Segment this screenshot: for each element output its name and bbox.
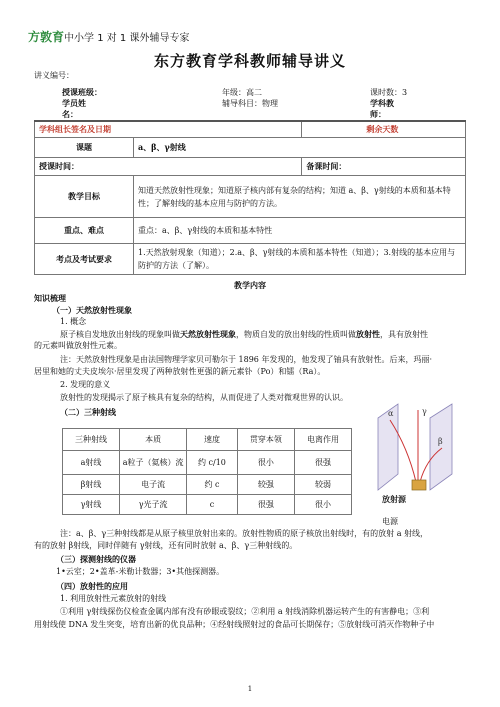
paragraph-2: 注：天然放射性现象是由法国物理学家贝可勒尔于 1896 年发现的，他发现了铀具有放射性。后来，玛丽· [60, 355, 432, 364]
subsection-4: （四）放射性的应用 [56, 581, 128, 591]
section-label: 知识梳理 [34, 293, 66, 303]
rays-cell: 很小 [294, 495, 351, 515]
rays-cell: 约 c [187, 475, 238, 495]
subsection-1-1: 1. 概念 [60, 317, 87, 326]
rays-header: 速度 [187, 429, 238, 451]
paragraph-6: ①利用 γ射线探伤仪检查金属内部有没有砂眼或裂纹；②利用 a 射线消除机器运转产生的有害静电；③利 [60, 607, 430, 616]
rays-header: 电离作用 [294, 429, 351, 451]
class-label: 授课班级： [62, 87, 102, 97]
subsection-2: （二）三种射线 [60, 407, 116, 417]
rays-cell: a粒子（氦核）流 [120, 451, 187, 475]
plan-label: 备课时间： [302, 158, 466, 176]
sign-label: 学科组长签名及日期 [35, 121, 302, 138]
rays-cell: c [187, 495, 238, 515]
student-label-2: 名： [62, 109, 78, 119]
subsection-3: （三）探测射线的仪器 [56, 554, 136, 564]
teacher-label-2: 师： [370, 109, 386, 119]
rays-header: 三种射线 [63, 429, 120, 451]
student-label: 学员姓 [62, 98, 86, 108]
rays-cell: 较弱 [294, 475, 351, 495]
goal-label: 教学目标 [35, 176, 134, 218]
paragraph-4: 注：a、β、γ三种射线都是从原子核里放射出来的。放射性物质的原子核放出射线时，有的放射 a 射线， [60, 529, 429, 538]
paragraph-2-cont: 居里和她的丈夫皮埃尔·居里发现了两种放射性更强的新元素钋（Po）和镭（Ra）。 [34, 367, 326, 376]
rays-cell: 很小 [237, 451, 294, 475]
time-label: 授课时间： [35, 158, 302, 176]
right-plate [430, 404, 452, 490]
subsection-1-2: 2. 发现的意义 [60, 380, 111, 389]
rays-cell: β射线 [63, 475, 120, 495]
lesson-info-table [34, 120, 466, 275]
teacher-label: 学科教 [370, 98, 394, 108]
radiation-figure [368, 398, 464, 510]
brand-logo: 方敦育 [28, 30, 65, 44]
paragraph-1: 原子核自发地放出射线的现象叫做天然放射性现象，物质自发的放出射线的性质叫做放射性，具有放射性 [60, 329, 428, 339]
exam-value: 1.天然放射现象（知道）；2.a、β、γ射线的本质和基本特性（知道）；3.射线的基本应用与防护的方法（了解）。 [134, 244, 466, 275]
key-value: 重点：a、β、γ射线的本质和基本特性 [134, 218, 466, 244]
rays-cell: γ光子流 [120, 495, 187, 515]
rays-table [62, 428, 352, 515]
brand-line [28, 28, 189, 45]
rays-cell: 约 c/10 [187, 451, 238, 475]
topic-value: a、β、γ射线 [134, 138, 466, 158]
paragraph-5: 1•云室；2•盖革-米勒计数器；3•其他探测器。 [56, 567, 225, 576]
beta-label: β [438, 437, 443, 446]
gamma-label: γ [422, 407, 427, 416]
content-heading: 教学内容 [234, 280, 266, 290]
rays-cell: 很强 [237, 495, 294, 515]
rays-cell: γ射线 [63, 495, 120, 515]
grade-value: 年级：高二 [222, 88, 262, 97]
subsection-1: （一）天然放射性现象 [52, 305, 132, 315]
subsection-4-1: 1. 利用放射性元素放射的射线 [60, 594, 167, 603]
brand-slogan: 中小学 1 对 1 课外辅导专家 [64, 33, 190, 44]
lecture-number-label: 讲义编号： [34, 71, 74, 80]
figure-caption: 电源 [382, 517, 398, 526]
alpha-label: α [388, 409, 394, 418]
remaining-label: 剩余天数 [302, 121, 466, 138]
source-label: 放射源 [382, 495, 406, 504]
subject-value: 辅导科目：物理 [222, 99, 278, 108]
topic-label: 课题 [35, 138, 134, 158]
rays-cell: 较强 [237, 475, 294, 495]
rays-header: 本质 [120, 429, 187, 451]
paragraph-3: 放射性的发现揭示了原子核具有复杂的结构，从而促进了人类对微观世界的认识。 [60, 393, 348, 402]
exam-label: 考点及考试要求 [35, 244, 134, 275]
source-box [412, 480, 426, 490]
key-label: 重点、难点 [35, 218, 134, 244]
goal-value: 知道天然放射性现象；知道原子核内部有复杂的结构；知道 a、β、γ射线的本质和基本特性；了解射线的基本应用与防护的方法。 [134, 176, 466, 218]
hours-value: 课时数：3 [370, 88, 408, 97]
paragraph-4-cont: 有的放射 β射线，同时伴随有 γ射线，还有同时放射 a、β、γ三种射线的。 [34, 541, 298, 550]
page-title: 东方教育学科教师辅导讲义 [153, 52, 346, 70]
page-number: 1 [247, 685, 253, 693]
rays-header: 贯穿本领 [237, 429, 294, 451]
rays-cell: 很强 [294, 451, 351, 475]
paragraph-1-cont: 的元素叫做放射性元素。 [34, 341, 122, 350]
rays-cell: 电子流 [120, 475, 187, 495]
paragraph-6-cont: 用射线使 DNA 发生突变，培育出新的优良品种；④经射线照射过的食品可长期保存；⑤放射线可消灭作物种子中 [34, 620, 435, 629]
rays-cell: a射线 [63, 451, 120, 475]
